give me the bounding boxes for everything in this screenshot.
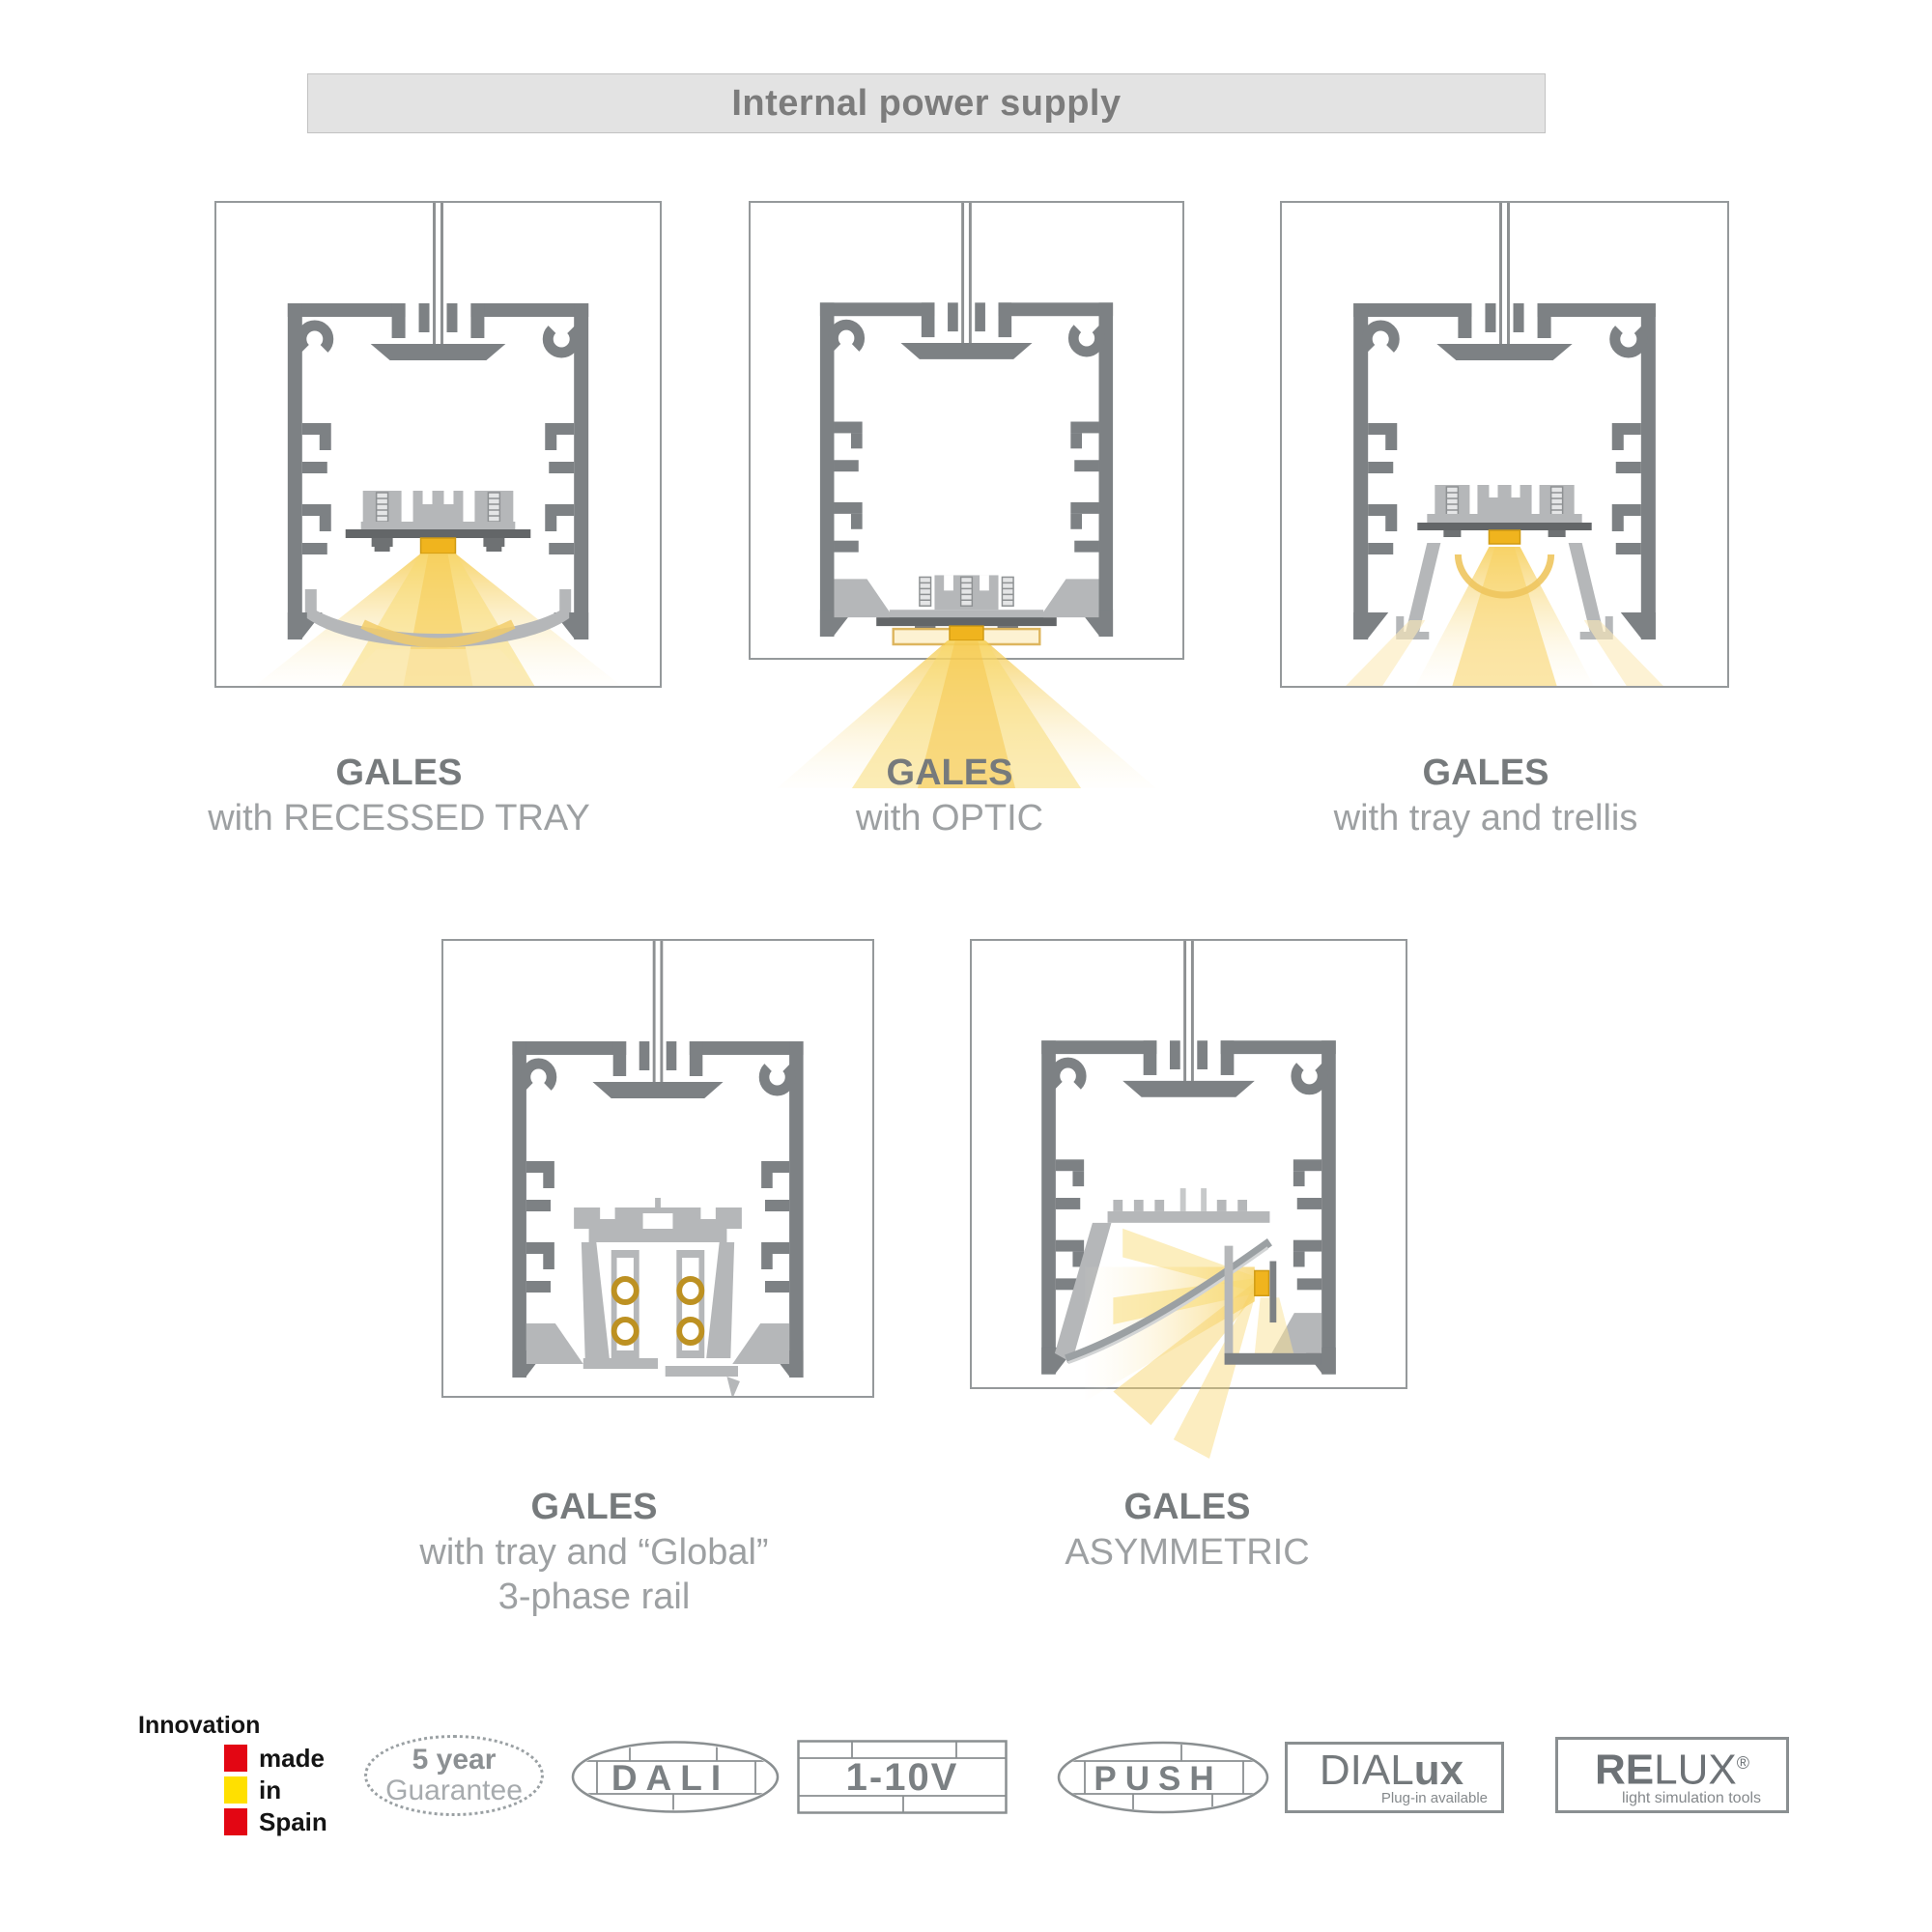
- innovation-row: [224, 1776, 327, 1804]
- gales-optic-diagram: [751, 203, 1182, 788]
- diagram-label-asymmetric: [917, 1484, 1458, 1575]
- diagram-label-optic: [679, 750, 1220, 840]
- diagram-label-global-rail: [324, 1484, 865, 1619]
- gales-tray-trellis-diagram: [1282, 203, 1727, 686]
- diagram-label-recessed-tray: [128, 750, 669, 840]
- gales-recessed-tray-diagram: [216, 203, 660, 686]
- diagram-title: GALES: [335, 753, 463, 793]
- push-icon: [1056, 1740, 1270, 1815]
- relux-logo-text: RELUX®: [1595, 1746, 1749, 1794]
- dali-icon: [570, 1740, 781, 1814]
- svg-text:1-10V: 1-10V: [845, 1756, 959, 1799]
- diagram-subtitle: with OPTIC: [855, 798, 1044, 838]
- innovation-word: in: [259, 1776, 282, 1804]
- diagram-title: GALES: [886, 753, 1013, 793]
- one-ten-volt-icon: [797, 1740, 1008, 1814]
- dali-badge: [570, 1740, 781, 1819]
- one-ten-volt-badge: [797, 1740, 1008, 1819]
- registered-trademark-icon: ®: [1736, 1752, 1749, 1773]
- svg-text:DALI: DALI: [611, 1758, 730, 1798]
- diagram-subtitle: with RECESSED TRAY: [208, 798, 590, 838]
- dialux-badge: [1285, 1742, 1504, 1813]
- diagram-frame-recessed-tray: [214, 201, 662, 688]
- diagram-frame-global-rail: [441, 939, 874, 1398]
- gales-asymmetric-diagram: [972, 941, 1406, 1459]
- dialux-logo-text: DIALux: [1319, 1746, 1464, 1794]
- relux-subtext: light simulation tools: [1621, 1790, 1762, 1807]
- five-year-guarantee-badge: [364, 1735, 544, 1816]
- diagram-title: GALES: [1422, 753, 1549, 793]
- innovation-row: [224, 1745, 327, 1772]
- innovation-word: made: [259, 1744, 325, 1773]
- guarantee-line2: Guarantee: [385, 1775, 523, 1806]
- guarantee-line1: 5 year: [412, 1744, 497, 1776]
- spain-flag-yellow-square: [224, 1776, 247, 1804]
- diagram-frame-asymmetric: [970, 939, 1407, 1389]
- dialux-subtext: Plug-in available: [1380, 1789, 1488, 1806]
- diagram-frame-tray-trellis: [1280, 201, 1729, 688]
- diagram-title: GALES: [1123, 1487, 1251, 1527]
- innovation-row: [224, 1808, 327, 1835]
- innovation-word: Spain: [259, 1807, 327, 1836]
- relux-badge: [1555, 1737, 1789, 1813]
- diagram-subtitle: with tray and “Global”: [419, 1532, 769, 1573]
- spain-flag-red-square: [224, 1808, 247, 1835]
- spain-flag-red-square: [224, 1745, 247, 1772]
- diagram-subtitle: with tray and trellis: [1333, 798, 1638, 838]
- push-badge: [1056, 1740, 1270, 1820]
- diagram-subtitle: ASYMMETRIC: [1065, 1532, 1310, 1573]
- gales-global-rail-diagram: [443, 941, 872, 1396]
- diagram-title: GALES: [530, 1487, 658, 1527]
- diagram-frame-optic: [749, 201, 1184, 660]
- section-header-bar: [307, 73, 1546, 133]
- svg-text:PUSH: PUSH: [1094, 1760, 1223, 1798]
- diagram-label-tray-trellis: [1215, 750, 1756, 840]
- diagram-subtitle-line2: 3-phase rail: [497, 1577, 691, 1617]
- innovation-label: Innovation: [138, 1712, 261, 1739]
- section-title: Internal power supply: [731, 82, 1122, 124]
- innovation-made-in-spain-badge: [138, 1712, 327, 1835]
